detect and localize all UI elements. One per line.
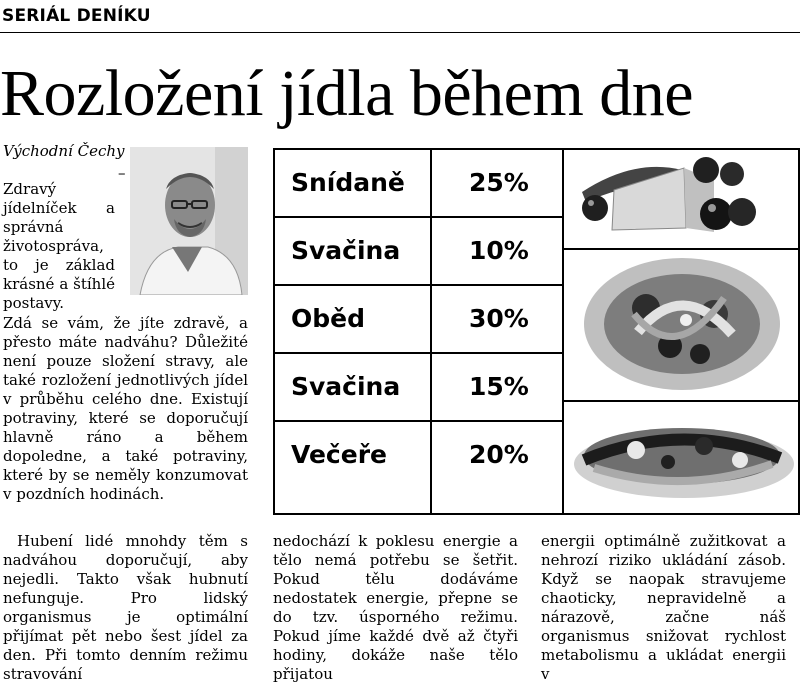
body-paragraph-1: Zdá se vám, že jíte zdravě, a přesto máte nadváhu? Důležité není pouze složení stravy, ale také rozložení jednotlivých jídel v průběhu celého dne. Existují potraviny, které se doporučují hlavně ráno a během dopoledne, a také potraviny, které by se neměly konzumovat v pozdních hodinách. bbox=[3, 314, 248, 503]
author-location bbox=[3, 142, 127, 161]
cheese-tomatoes-image bbox=[564, 150, 798, 248]
salad-plate-photo bbox=[564, 250, 798, 402]
meal-percent: 15% bbox=[469, 372, 529, 401]
meal-percent: 10% bbox=[469, 236, 529, 265]
cheese-tomatoes-photo bbox=[564, 150, 798, 250]
headline: Rozložení jídla během dne bbox=[0, 57, 694, 130]
table-row bbox=[275, 354, 562, 422]
author-photo bbox=[130, 147, 248, 295]
meal-name: Svačina bbox=[291, 372, 401, 401]
section-kicker: SERIÁL DENÍKU bbox=[2, 6, 151, 26]
meal-percent: 20% bbox=[469, 440, 529, 469]
salad-plate-image bbox=[564, 250, 798, 400]
table-row bbox=[275, 150, 562, 218]
meal-name: Večeře bbox=[291, 440, 387, 469]
table-row bbox=[275, 218, 562, 286]
kicker-rule bbox=[0, 32, 800, 33]
meal-name: Snídaně bbox=[291, 168, 405, 197]
author-location-text: Východní Čechy bbox=[3, 142, 125, 160]
food-photo-column bbox=[564, 148, 800, 515]
salad-bowl-image bbox=[564, 402, 798, 513]
meal-percent: 30% bbox=[469, 304, 529, 333]
salad-bowl-photo bbox=[564, 402, 798, 513]
table-row bbox=[275, 422, 562, 513]
meal-name: Svačina bbox=[291, 236, 401, 265]
dash: – bbox=[118, 164, 126, 182]
author-photo-image bbox=[130, 147, 248, 295]
lead-paragraph: Zdravý jídelníček a správná životospráva, to je základ krásné a štíhlé postavy. bbox=[3, 180, 115, 312]
meal-percent: 25% bbox=[469, 168, 529, 197]
meal-distribution-table bbox=[273, 148, 564, 515]
body-paragraph-4: energii optimálně zužitkovat a nehrozí riziko ukládání zásob. Když se naopak stravujeme chaoticky, nepravidelně a nárazově, začne náš organismus snižovat rychlost metabolismu a ukládat energii v bbox=[541, 532, 786, 683]
meal-name: Oběd bbox=[291, 304, 365, 333]
body-paragraph-2: Hubení lidé mnohdy těm s nadváhou doporučují, aby nejedli. Takto však hubnutí nefunguje. Pro lidský organismus je optimální přijímat pět nebo šest jídel za den. Při tomto denním režimu stravování bbox=[3, 532, 248, 683]
table-row bbox=[275, 286, 562, 354]
body-paragraph-3: nedochází k poklesu energie a tělo nemá potřebu se šetřit. Pokud tělu dodáváme nedostatek energie, přepne se do tzv. úsporného režimu. Pokud jíme každé dvě až čtyři hodiny, dokáže naše tělo přijatou bbox=[273, 532, 518, 683]
